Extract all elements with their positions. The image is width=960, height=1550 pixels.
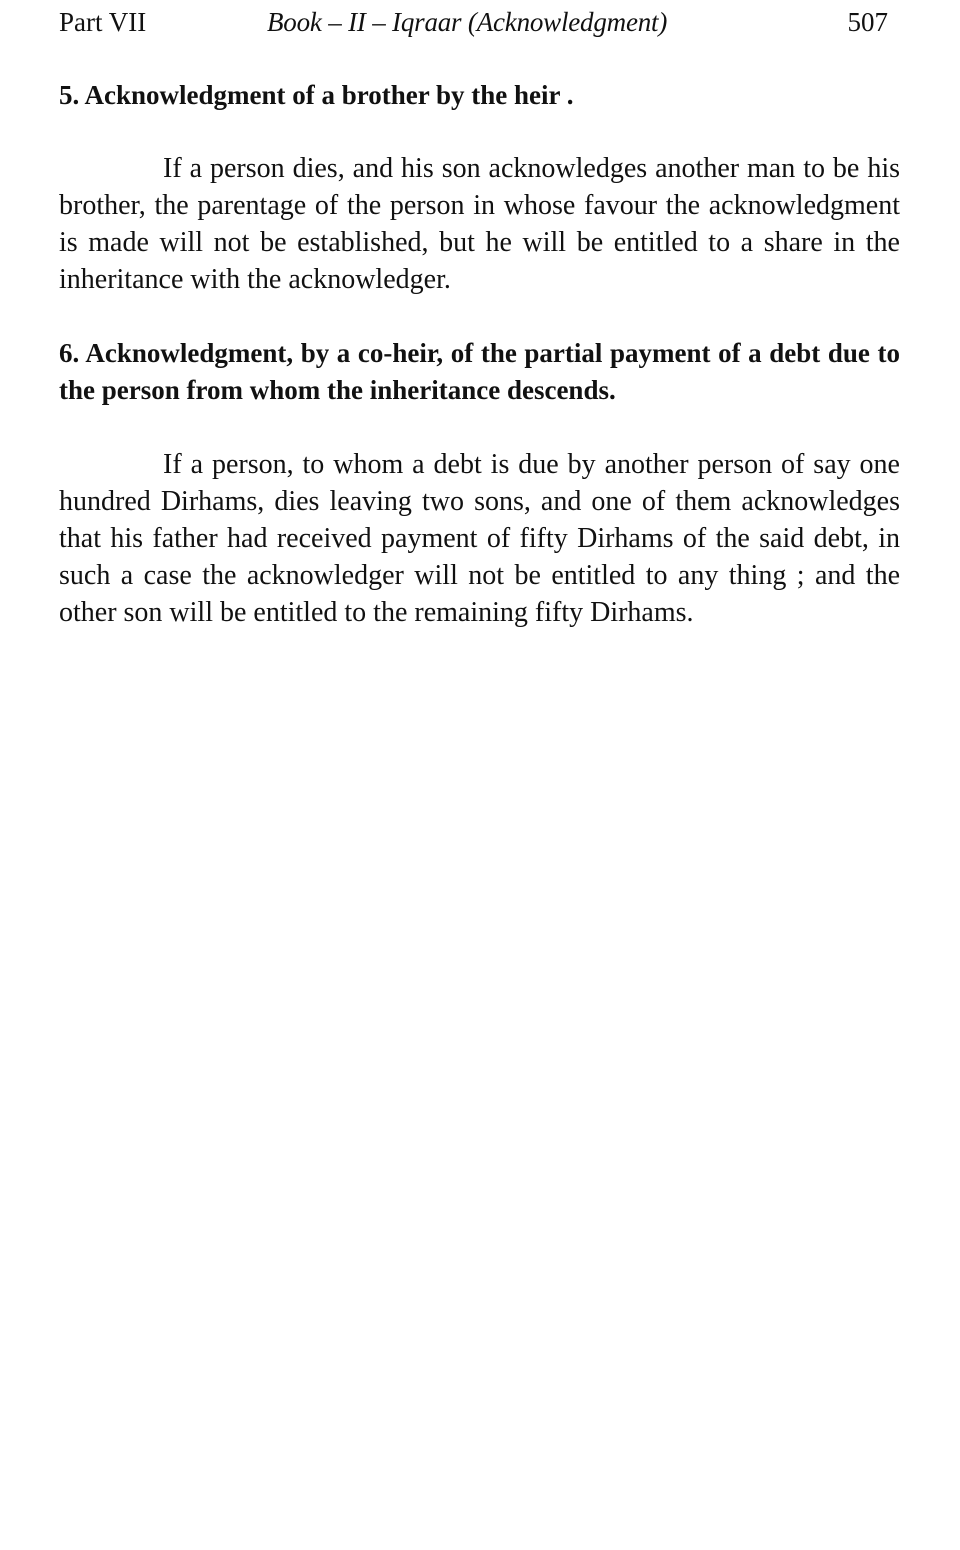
- section-6-body: If a person, to whom a debt is due by another person of say one hundred Dirhams, dies leaving two sons, and one of them acknowledges that his father had received payment of fifty Dirhams of the said debt, in such a case the acknowledger will not be entitled to any thing ; and the other son will be entitled to the remaining fifty Dirhams.: [59, 449, 900, 628]
- section-6-heading: 6. Acknowledgment, by a co-heir, of the partial payment of a debt due to the person from whom the inheritance descends.: [59, 338, 900, 405]
- header-book-title: Book – II – Iqraar (Acknowledgment): [267, 7, 668, 37]
- header-page-number: 507: [847, 7, 888, 37]
- running-header: [59, 0, 900, 46]
- header-part: Part VII: [59, 7, 147, 37]
- section-5-body: If a person dies, and his son acknowledges another man to be his brother, the parentage of the person in whose favour the acknowledgment is made will not be established, but he will be entitled to a share in the inheritance with the acknowledger.: [59, 153, 900, 295]
- section-5-heading: 5. Acknowledgment of a brother by the heir .: [59, 80, 574, 110]
- document-page: [59, 0, 900, 631]
